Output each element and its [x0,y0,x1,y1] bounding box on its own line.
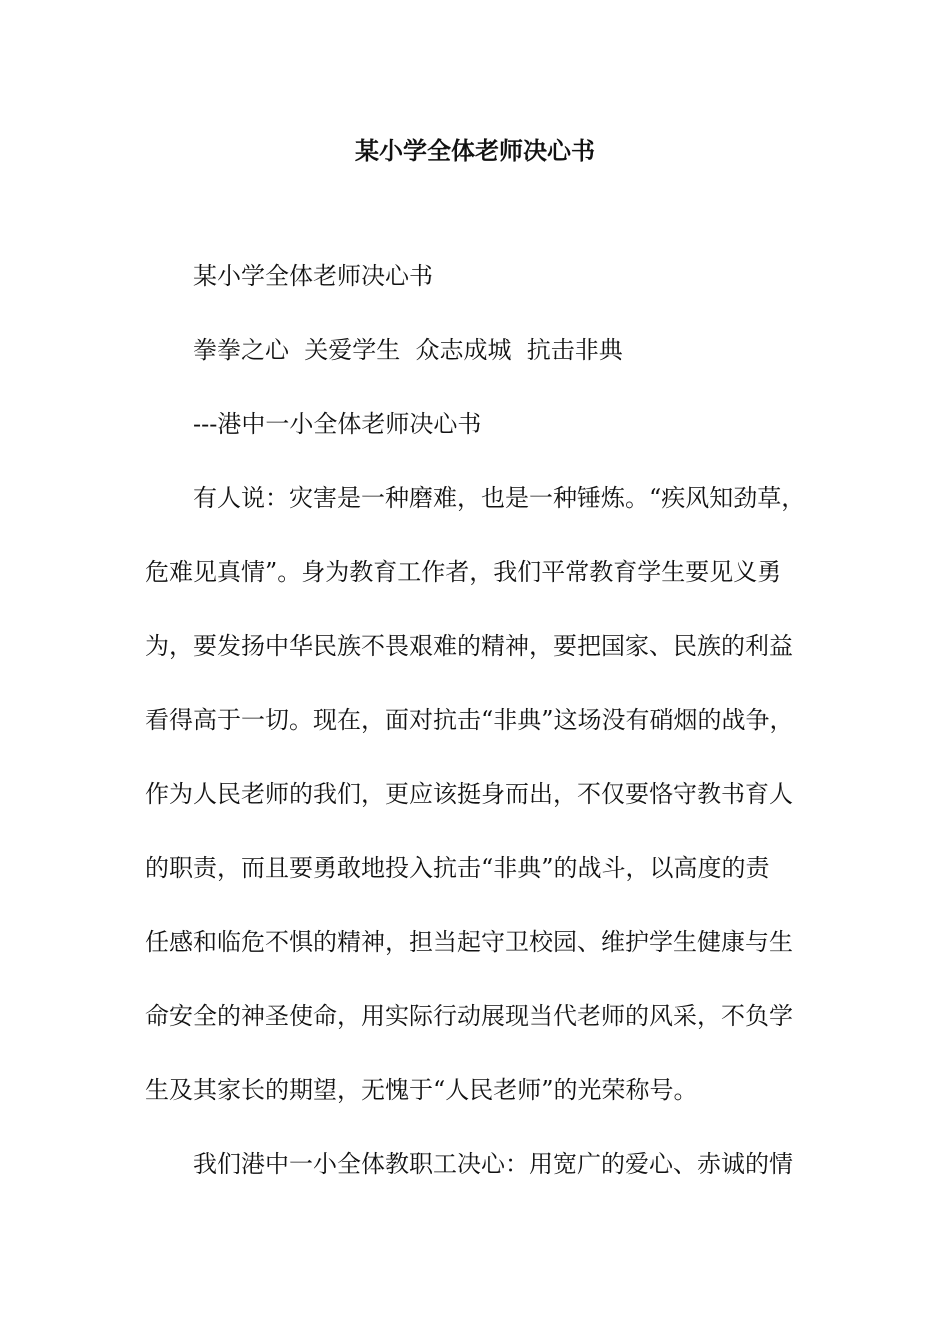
paragraph-line: 有人说：灾害是一种磨难，也是一种锤炼。“疾风知劲草， [193,484,806,512]
paragraph-line: 为，要发扬中华民族不畏艰难的精神，要把国家、民族的利益 [145,632,793,660]
subtitle-line: 某小学全体老师决心书 [193,262,433,290]
paragraph-line: 作为人民老师的我们，更应该挺身而出，不仅要恪守教书育人 [145,780,793,808]
subtitle-line: ---港中一小全体老师决心书 [193,410,482,438]
paragraph-line: 的职责，而且要勇敢地投入抗击“非典”的战斗，以高度的责 [145,854,770,882]
paragraph-line: 生及其家长的期望，无愧于“人民老师”的光荣称号。 [145,1076,698,1104]
document-title: 某小学全体老师决心书 [355,136,595,165]
paragraph-line: 命安全的神圣使命，用实际行动展现当代老师的风采，不负学 [145,1002,793,1030]
paragraph-line: 危难见真情”。身为教育工作者，我们平常教育学生要见义勇 [145,558,782,586]
paragraph-line: 看得高于一切。现在，面对抗击“非典”这场没有硝烟的战争， [145,706,794,734]
subtitle-line: 拳拳之心 关爱学生 众志成城 抗击非典 [193,336,623,364]
document-body [145,239,835,1201]
paragraph-line: 我们港中一小全体教职工决心：用宽广的爱心、赤诚的情 [193,1150,793,1178]
paragraph-line: 任感和临危不惧的精神，担当起守卫校园、维护学生健康与生 [145,928,793,956]
